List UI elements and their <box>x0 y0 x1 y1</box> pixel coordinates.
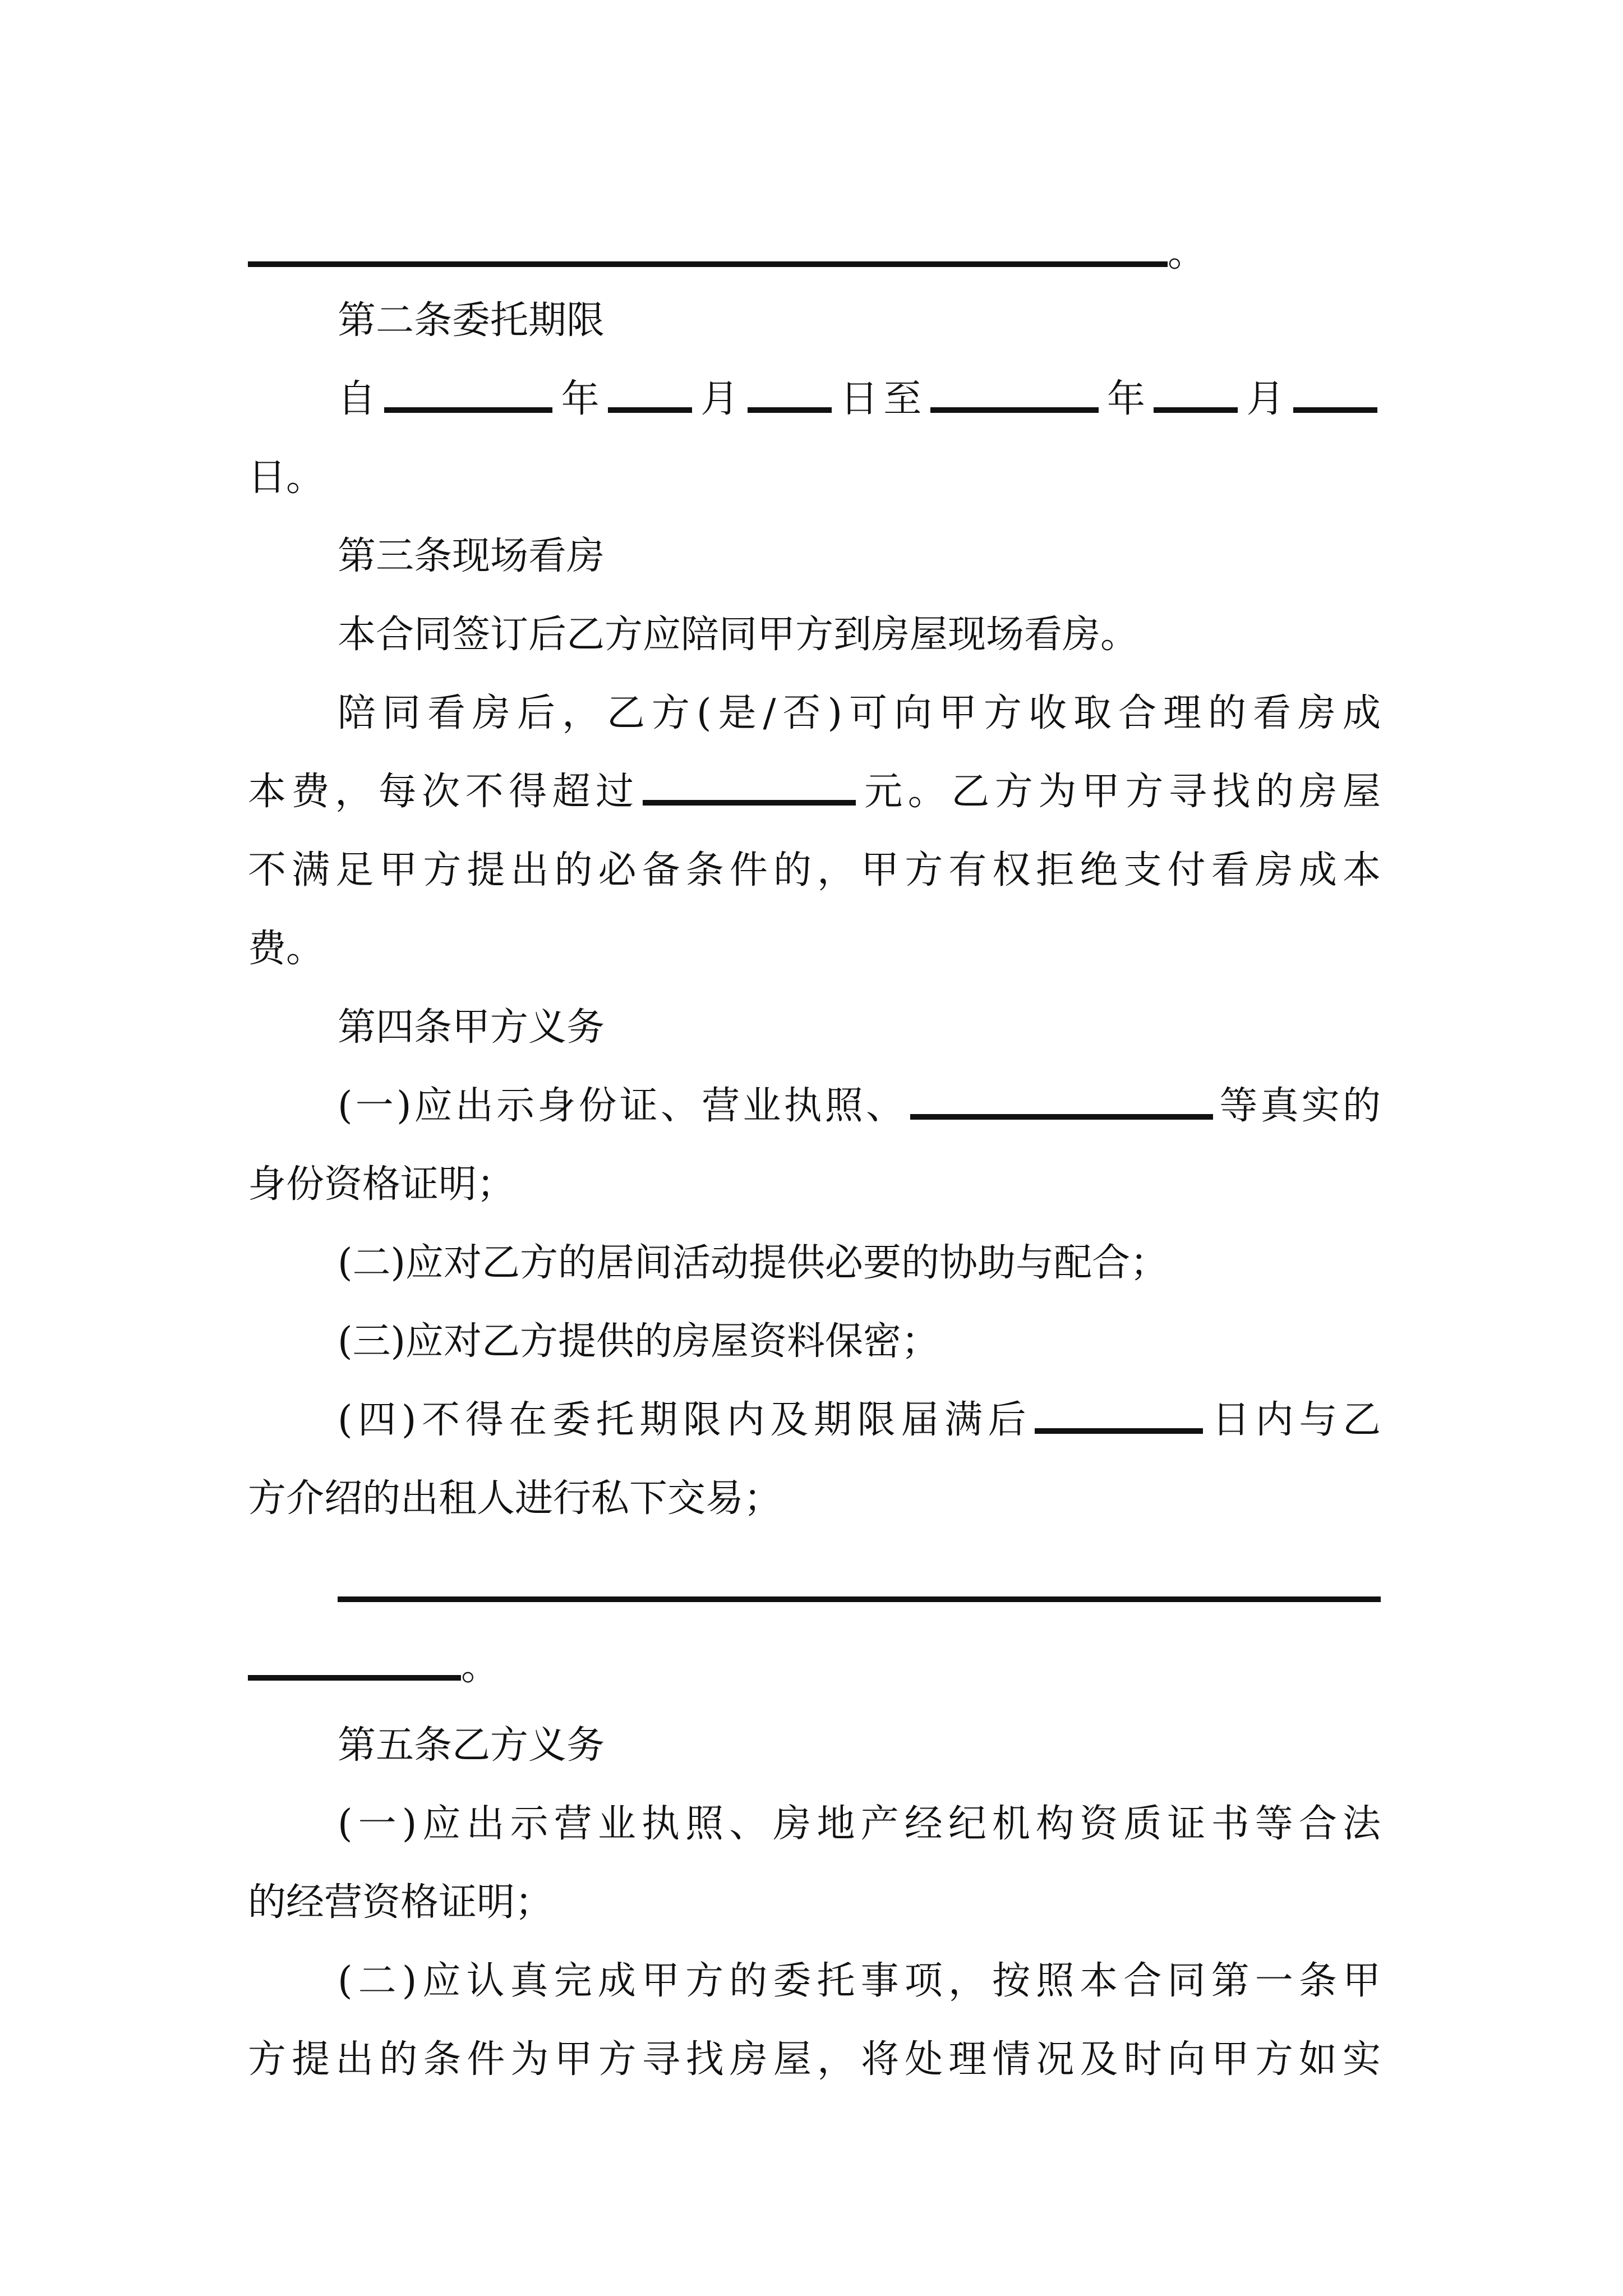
fill-in-blank[interactable] <box>248 261 1168 267</box>
other-id-doc-blank[interactable] <box>910 1114 1213 1120</box>
start-day-blank[interactable] <box>748 407 832 413</box>
article-5-item-2-line-1: (二)应认真完成甲方的委托事项，按照本合同第一条甲 <box>338 1959 1381 2003</box>
article-4-item-2: (二)应对乙方的居间活动提供必要的协助与配合； <box>338 1241 1169 1285</box>
additional-obligation-blank[interactable] <box>338 1596 1381 1602</box>
article-3-paragraph-2-line-4: 费。 <box>248 927 325 971</box>
article-3-paragraph-1: 本合同签订后乙方应陪同甲方到房屋现场看房。 <box>338 613 1139 657</box>
blank-line-continuation <box>248 220 1381 287</box>
term-dates-line <box>338 366 1381 433</box>
text-month: 月 <box>695 377 744 421</box>
article-4-item-4-line-1 <box>338 1387 1381 1454</box>
text-no-private-deal: (四)不得在委托期限内及期限届满后 <box>338 1398 1032 1442</box>
term-dates-line-end: 日。 <box>248 455 325 500</box>
article-4-item-5-line-1 <box>338 1555 1381 1622</box>
end-year-blank[interactable] <box>930 407 1099 413</box>
end-day-blank[interactable] <box>1293 407 1377 413</box>
line-tail: 。 <box>461 1645 500 1689</box>
text-from: 自 <box>338 377 381 421</box>
line-tail: 。 <box>1168 231 1206 275</box>
text-yuan: 元。乙方为甲方寻找的房屋 <box>859 770 1381 814</box>
text-days-with: 日内与乙 <box>1206 1398 1381 1442</box>
text-year: 年 <box>1101 377 1151 421</box>
text-month: 月 <box>1241 377 1290 421</box>
article-4-item-4-line-2: 方介绍的出租人进行私下交易； <box>248 1476 782 1521</box>
article-3-title: 第三条现场看房 <box>338 534 605 578</box>
article-5-item-2-line-2: 方提出的条件为甲方寻找房屋，将处理情况及时向甲方如实 <box>248 2037 1381 2082</box>
article-2-title: 第二条委托期限 <box>338 298 605 343</box>
article-4-item-1-line-1 <box>338 1073 1381 1140</box>
article-5-item-1-line-1: (一)应出示营业执照、房地产经纪机构资质证书等合法 <box>338 1802 1381 1846</box>
text-year: 年 <box>556 377 605 421</box>
article-5-title: 第五条乙方义务 <box>338 1723 605 1768</box>
start-year-blank[interactable] <box>384 407 552 413</box>
article-4-item-1-line-2: 身份资格证明； <box>248 1162 515 1207</box>
article-5-item-1-line-2: 的经营资格证明； <box>248 1880 554 1925</box>
text-id-docs: (一)应出示身份证、营业执照、 <box>338 1084 907 1128</box>
article-4-item-5-line-2 <box>248 1634 1381 1701</box>
days-after-term-blank[interactable] <box>1035 1428 1203 1434</box>
article-4-title: 第四条甲方义务 <box>338 1005 605 1050</box>
additional-obligation-blank-cont[interactable] <box>248 1675 461 1681</box>
end-month-blank[interactable] <box>1154 407 1238 413</box>
text-fee-limit: 本费，每次不得超过 <box>248 770 639 814</box>
text-day-to: 日至 <box>834 377 927 421</box>
text-etc: 等真实的 <box>1216 1084 1381 1128</box>
article-3-paragraph-2-line-3: 不满足甲方提出的必备条件的，甲方有权拒绝支付看房成本 <box>248 848 1381 892</box>
viewing-fee-blank[interactable] <box>643 800 856 806</box>
article-4-item-3: (三)应对乙方提供的房屋资料保密； <box>338 1319 940 1364</box>
article-3-paragraph-2-line-2 <box>248 758 1381 826</box>
start-month-blank[interactable] <box>608 407 692 413</box>
article-3-paragraph-2-line-1: 陪同看房后，乙方(是/否)可向甲方收取合理的看房成 <box>338 691 1381 735</box>
